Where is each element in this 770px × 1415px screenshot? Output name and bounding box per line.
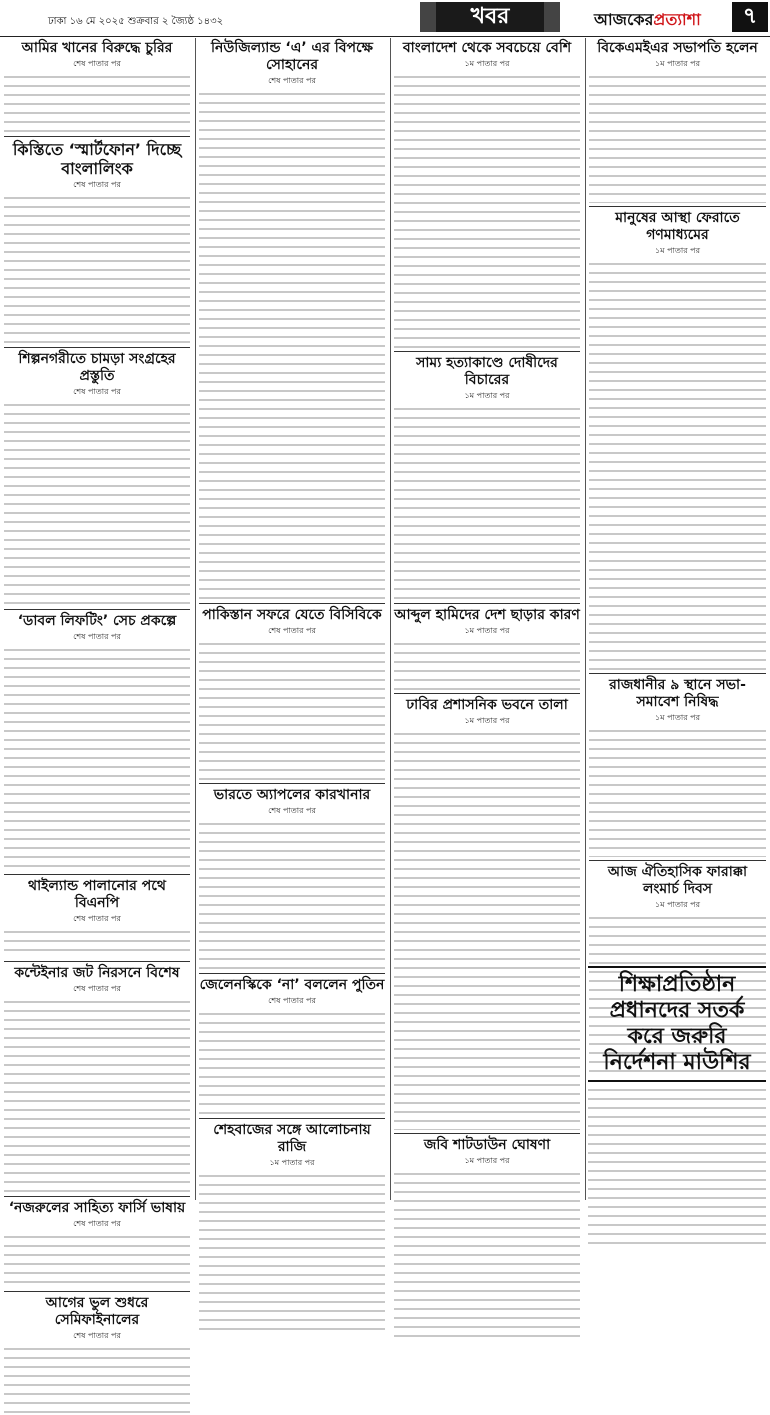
- continuation-note: ১ম পাতার পর: [464, 391, 510, 400]
- continuation-note: শেষ পাতার পর: [268, 806, 316, 815]
- continuation-note: শেষ পাতার পর: [268, 996, 316, 1005]
- article: [589, 40, 766, 203]
- article-text: [4, 998, 190, 1193]
- featured-headline: শিক্ষাপ্রতিষ্ঠান প্রধানদের সতর্ক করে জরুরি নির্দেশনা মাউশির: [588, 966, 766, 1082]
- continuation-note: শেষ পাতার পর: [73, 387, 121, 396]
- article-divider: [199, 1118, 385, 1119]
- continuation-note: ১ম পাতার পর: [464, 716, 510, 725]
- article-divider: [589, 673, 766, 674]
- continuation-note: শেষ পাতার পর: [73, 59, 121, 68]
- article-headline: নিউজিল্যান্ড ‘এ’ এর বিপক্ষে সোহানের: [210, 40, 374, 73]
- article-text: [394, 1170, 580, 1340]
- article-divider: [394, 351, 580, 352]
- article: [199, 783, 385, 970]
- article-headline: ‘নজরুলের সাহিত্য ফার্সি ভাষায়: [8, 1200, 186, 1216]
- column-3: [394, 38, 580, 1200]
- article-divider: [4, 609, 190, 610]
- article-headline: কিস্তিতে ‘স্মার্টফোন’ দিচ্ছে বাংলালিংক: [12, 140, 182, 178]
- article-headline: কন্টেইনার জট নিরসনে বিশেষ: [14, 965, 180, 981]
- section-ornament-right: [544, 2, 560, 32]
- continuation-note: শেষ পাতার পর: [73, 984, 121, 993]
- article: [4, 1291, 190, 1415]
- article-headline: আজ ঐতিহাসিক ফারাক্কা লংমার্চ দিবস: [607, 864, 748, 897]
- article: [4, 874, 190, 958]
- article-divider: [589, 860, 766, 861]
- dateline: ঢাকা ১৬ মে ২০২৫ শুক্রবার ২ জ্যৈষ্ঠ ১৪৩২: [48, 16, 224, 27]
- article: [589, 206, 766, 670]
- continuation-note: শেষ পাতার পর: [268, 626, 316, 635]
- article-divider: [394, 693, 580, 694]
- article-divider: [199, 603, 385, 604]
- continuation-note: ১ম পাতার পর: [269, 1158, 315, 1167]
- article-headline: ভারতে অ্যাপলের কারখানার: [213, 787, 371, 803]
- article-text: [394, 640, 580, 690]
- article-text: [199, 1010, 385, 1115]
- article-text: [394, 73, 580, 348]
- article: [4, 136, 190, 344]
- article-text: [589, 727, 766, 857]
- continuation-note: শেষ পাতার পর: [73, 180, 121, 189]
- article: [4, 347, 190, 606]
- article-text: [4, 646, 190, 871]
- article-divider: [4, 1196, 190, 1197]
- article: [199, 40, 385, 600]
- article-divider: [4, 347, 190, 348]
- article: [394, 40, 580, 348]
- article-text: [199, 640, 385, 780]
- column-2: [199, 38, 385, 1200]
- article-divider: [4, 961, 190, 962]
- article: [589, 673, 766, 857]
- newspaper-logo: আজকেরপ্রত্যাশা: [594, 10, 701, 29]
- continuation-note: ১ম পাতার পর: [464, 1156, 510, 1165]
- article-text: [589, 260, 766, 670]
- continuation-note: ১ম পাতার পর: [464, 59, 510, 68]
- article-headline: সাম্য হত্যাকাণ্ডে দোষীদের বিচারের: [416, 355, 558, 388]
- article-text: [4, 73, 190, 133]
- article-headline: ঢাবির প্রশাসনিক ভবনে তালা: [406, 697, 568, 713]
- article-text: [4, 194, 190, 344]
- continuation-note: শেষ পাতার পর: [73, 632, 121, 641]
- article-text: [588, 1086, 766, 1246]
- article-headline: আব্দুল হামিদের দেশ ছাড়ার কারণ: [394, 607, 580, 623]
- article-text: [199, 90, 385, 600]
- article-headline: রাজধানীর ৯ স্থানে সভা-সমাবেশ নিষিদ্ধ: [609, 677, 746, 710]
- article-text: [4, 401, 190, 606]
- continuation-note: ১ম পাতার পর: [464, 626, 510, 635]
- article: [4, 961, 190, 1193]
- article: [394, 351, 580, 600]
- article-headline: ‘ডাবল লিফটিং’ সেচ প্রকল্পে: [17, 613, 177, 629]
- article-divider: [394, 603, 580, 604]
- article: [394, 693, 580, 1130]
- article-divider: [4, 136, 190, 137]
- article-headline: আমির খানের বিরুদ্ধে চুরির: [21, 40, 173, 56]
- article: [199, 603, 385, 780]
- article-text: [4, 928, 190, 958]
- article-text: [394, 730, 580, 1130]
- article-headline: আগের ভুল শুধরে সেমিফাইনালের: [45, 1295, 149, 1328]
- column-divider: [585, 38, 586, 1200]
- article-divider: [4, 874, 190, 875]
- featured-story: [588, 966, 766, 1200]
- section-ornament-left: [420, 2, 436, 32]
- article: [394, 603, 580, 690]
- article-headline: থাইল্যান্ড পালানোর পথে বিএনপি: [28, 878, 166, 911]
- article: [394, 1133, 580, 1340]
- continuation-note: ১ম পাতার পর: [654, 900, 701, 909]
- continuation-note: শেষ পাতার পর: [73, 1219, 121, 1228]
- article-headline: শেহবাজের সঙ্গে আলোচনায় রাজি: [213, 1122, 371, 1155]
- continuation-note: ১ম পাতার পর: [654, 246, 701, 255]
- page-number: ৭: [732, 2, 768, 32]
- article: [4, 1196, 190, 1288]
- article-text: [199, 820, 385, 970]
- article-headline: জবি শাটডাউন ঘোষণা: [423, 1137, 551, 1153]
- continuation-note: শেষ পাতার পর: [73, 914, 121, 923]
- column-1: [4, 38, 190, 1340]
- continuation-note: শেষ পাতার পর: [268, 76, 316, 85]
- article-divider: [4, 1291, 190, 1292]
- article-divider: [589, 206, 766, 207]
- article: [4, 40, 190, 133]
- column-divider: [195, 38, 196, 1200]
- column-4: [589, 38, 766, 960]
- article-divider: [199, 973, 385, 974]
- section-label: খবর: [420, 2, 560, 32]
- article-headline: বাংলাদেশ থেকে সবচেয়ে বেশি: [402, 40, 572, 56]
- continuation-note: ১ম পাতার পর: [654, 713, 701, 722]
- article-divider: [394, 1133, 580, 1134]
- article: [4, 609, 190, 871]
- masthead: [0, 0, 770, 37]
- article: [199, 973, 385, 1115]
- article-text: [589, 73, 766, 203]
- article: [199, 1118, 385, 1337]
- article-text: [4, 1345, 190, 1415]
- article-text: [4, 1233, 190, 1288]
- continuation-note: ১ম পাতার পর: [654, 59, 701, 68]
- article-headline: মানুষের আস্থা ফেরাতে গণমাধ্যমের: [615, 210, 740, 243]
- article-text: [199, 1172, 385, 1337]
- article-headline: শিল্পনগরীতে চামড়া সংগ্রহের প্রস্তুতি: [18, 351, 176, 384]
- article-divider: [199, 783, 385, 784]
- article-headline: পাকিস্তান সফরে যেতে বিসিবিকে: [202, 607, 382, 623]
- article-headline: জেলেনস্কিকে ‘না’ বললেন পুতিন: [199, 977, 385, 993]
- article-headline: বিকেএমইএর সভাপতি হলেন: [597, 40, 758, 56]
- article-text: [394, 405, 580, 600]
- column-divider: [390, 38, 391, 1200]
- continuation-note: শেষ পাতার পর: [73, 1331, 121, 1340]
